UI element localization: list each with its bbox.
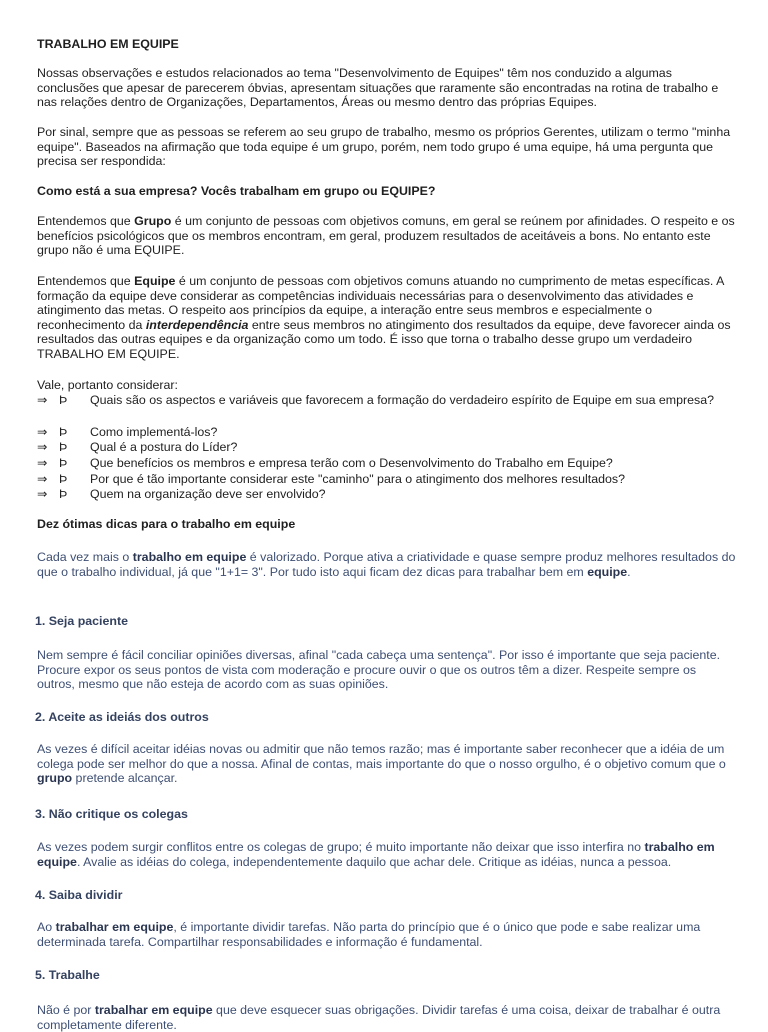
tip-3-text (37, 840, 737, 869)
tip-5-text-c: que deve esquecer suas obrigações. Dividir tarefas é uma coisa, deixar de trabalhar é outra completamente diferente. (37, 1003, 721, 1032)
bullet-mark: Þ (59, 440, 68, 454)
tips-heading: Dez ótimas dicas para o trabalho em equipe (37, 517, 296, 531)
tip-3-heading: 3. Não critique os colegas (35, 807, 188, 821)
team-term-paragraph: Por sinal, sempre que as pessoas se referem ao seu grupo de trabalho, mesmo os próprios Gerentes, utilizam o termo "minha equipe". Baseados na afirmação que toda equipe é um grupo, porém, nem todo grupo é uma equipe, há uma pergunta que precisa ser respondida: (37, 125, 731, 169)
group-def-pre: Entendemos que (37, 214, 135, 228)
tip-1-text: Nem sempre é fácil conciliar opiniões diversas, afinal "cada cabeça uma sentença". Por isso é importante que seja paciente. Procure expor os seus pontos de vista com moderação e procure ouvir o que os outros têm a dizer. Respeite sempre os outros, mesmo que não esteja de acordo com as suas opiniões. (37, 648, 721, 692)
list-item (37, 456, 737, 471)
consider-line: Vale, portanto considerar: (37, 378, 178, 392)
tip-5-heading: 5. Trabalhe (35, 968, 100, 982)
list-item-text: Por que é tão importante considerar este "caminho" para o atingimento dos melhores resultados? (90, 472, 626, 486)
list-item (37, 472, 737, 487)
tip-4-text (37, 920, 737, 949)
tip-3-text-c: . Avalie as idéias do colega, independentemente daquilo que achar dele. Critique as idéias, nunca a pessoa. (76, 854, 672, 869)
arrow-icon: ⇒ (37, 393, 48, 407)
list-item-text: Quem na organização deve ser envolvido? (90, 487, 326, 501)
tips-intro-paragraph (37, 550, 737, 579)
tips-intro-e: . (627, 564, 631, 579)
bullet-mark: Þ (59, 472, 68, 486)
tip-2-text (37, 742, 737, 786)
team-def-mid: é um conjunto de pessoas com objetivos comuns atuando no cumprimento de metas específicas. A formação da equipe deve considerar as competências individuais necessárias para o desenvolvimento das atividades e atingimento das metas. O respeito aos princípios da equipe, a interação entre seus membros e especialmente o reconhecimento da (37, 274, 724, 332)
list-item-text: Qual é a postura do Líder? (90, 440, 238, 454)
tips-intro-a: Cada vez mais o (37, 550, 133, 564)
tip-3-text-a: As vezes podem surgir conflitos entre os colegas de grupo; é muito importante não deixar que isso interfira no (37, 840, 645, 854)
interdependence-term: interdependência (145, 317, 249, 332)
team-definition-paragraph (37, 274, 737, 362)
tip-5-text (37, 1003, 737, 1032)
arrow-icon: ⇒ (37, 472, 48, 486)
tips-intro-d: equipe (587, 564, 628, 579)
arrow-icon: ⇒ (37, 456, 48, 470)
arrow-icon: ⇒ (37, 425, 48, 439)
tip-2-text-a: As vezes é difícil aceitar idéias novas ou admitir que não temos razão; mas é importante saber reconhecer que a idéia de um colega pode ser melhor do que a nossa. Afinal de contas, mais importante do que o nosso orgulho, é o objetivo comum que o (37, 742, 726, 771)
list-item (37, 393, 737, 408)
tip-5-text-b: trabalhar em equipe (94, 1003, 213, 1017)
group-term: Grupo (134, 214, 172, 228)
intro-paragraph: Nossas observações e estudos relacionados ao tema "Desenvolvimento de Equipes" têm nos conduzido a algumas conclusões que apesar de parecerem óbvias, apresentam situações que raramente são encontradas na rotina de trabalho e nas relações dentro de Organizações, Departamentos, Áreas ou mesmo dentro das próprias Equipes. (37, 66, 719, 110)
bullet-mark: Þ (59, 393, 68, 407)
tip-4-text-a: Ao (37, 920, 56, 934)
question-heading: Como está a sua empresa? Vocês trabalham em grupo ou EQUIPE? (37, 184, 436, 198)
tips-intro-c: é valorizado. Porque ativa a criatividade e quase sempre produz melhores resultados do que o trabalho individual, já que "1+1= 3". Por tudo isto aqui ficam dez dicas para trabalhar bem em (37, 550, 736, 579)
bullet-mark: Þ (59, 425, 68, 439)
arrow-icon: ⇒ (37, 487, 48, 501)
tip-2-text-b: grupo (37, 771, 73, 786)
tip-5-text-a: Não é por (37, 1003, 95, 1017)
list-item-text: Que benefícios os membros e empresa terão com o Desenvolvimento do Trabalho em Equipe? (90, 456, 613, 470)
tip-2-heading: 2. Aceite as ideiás dos outros (35, 710, 209, 724)
bullet-mark: Þ (59, 456, 68, 470)
tips-intro-b: trabalho em equipe (132, 550, 247, 564)
arrow-icon: ⇒ (37, 440, 48, 454)
team-def-post: entre seus membros no atingimento dos resultados da equipe, deve favorecer ainda os resultados das outras equipes e da organização como um todo. É isso que torna o trabalho desse grupo um verdadeiro TRABALHO EM EQUIPE. (37, 317, 731, 361)
document-title: TRABALHO EM EQUIPE (37, 37, 179, 51)
tip-3-text-b: trabalho em equipe (37, 840, 715, 869)
group-def-post: é um conjunto de pessoas com objetivos comuns, em geral se reúnem por afinidades. O respeito e os benefícios psicológicos que os membros encontram, em geral, produzem resultados de aceitáveis a bons. No entanto este grupo não é uma EQUIPE. (37, 214, 735, 258)
team-term: Equipe (134, 274, 176, 288)
list-item (37, 487, 737, 502)
list-item-text: Quais são os aspectos e variáveis que favorecem a formação do verdadeiro espírito de Equipe em sua empresa? (90, 393, 715, 407)
list-item (37, 440, 737, 455)
tip-4-text-c: , é importante dividir tarefas. Não parta do princípio que é o único que pode e sabe realizar uma determinada tarefa. Compartilhar responsabilidades e informação é fundamental. (37, 920, 701, 949)
group-definition-paragraph (37, 214, 737, 258)
tip-2-text-c: pretende alcançar. (72, 771, 178, 786)
tip-4-text-b: trabalhar em equipe (55, 920, 174, 934)
tip-1-heading: 1. Seja paciente (35, 614, 128, 628)
list-item-text: Como implementá-los? (90, 425, 218, 439)
team-def-pre: Entendemos que (37, 274, 135, 288)
list-item (37, 425, 737, 440)
tip-4-heading: 4. Saiba dividir (35, 888, 123, 902)
bullet-mark: Þ (59, 487, 68, 501)
